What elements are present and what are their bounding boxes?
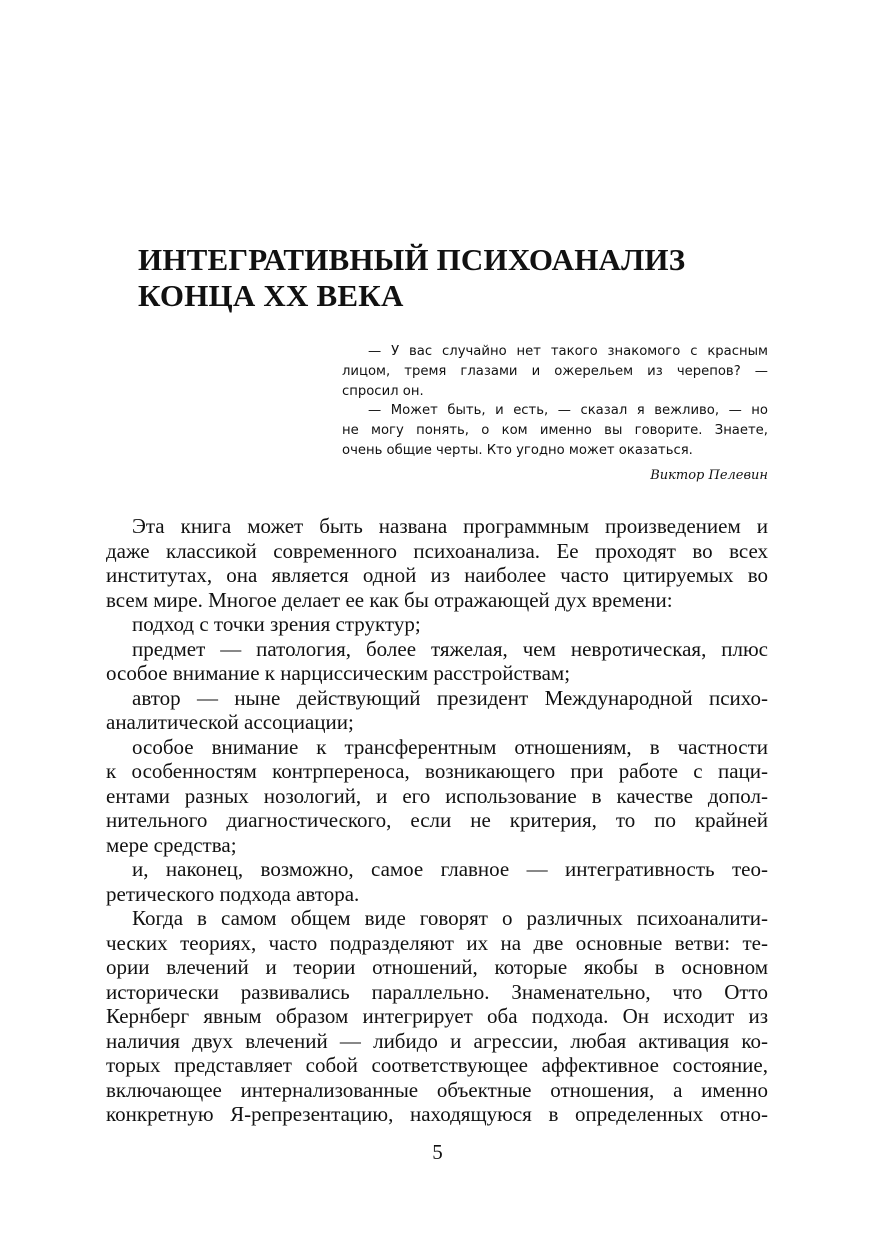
epigraph-author: Виктор Пелевин <box>650 467 768 483</box>
body-line: подход с точки зрения структур; <box>132 612 421 636</box>
body-line: всем мире. Многое делает ее как бы отражающей дух времени: <box>106 587 673 612</box>
epigraph-line: не могу понять, о ком именно вы говорите. Знаете, <box>342 423 768 439</box>
chapter-title <box>138 242 685 314</box>
epigraph <box>342 342 768 486</box>
body-line: наличия двух влечений — либидо и агрессии, любая активация ко- <box>106 1028 768 1053</box>
body-line: исторически развивались параллельно. Знаменательно, что Отто <box>106 979 768 1004</box>
body-line: особое внимание к нарциссическим расстройствам; <box>106 661 571 685</box>
body-line: к особенностям контрпереноса, возникающего при работе с паци- <box>106 759 768 783</box>
body-line: автор — ныне действующий президент Международной психо- <box>132 685 768 710</box>
body-line: Когда в самом общем виде говорят о различных психоаналити- <box>132 906 768 930</box>
body-line: особое внимание к трансферентным отношениям, в частности <box>132 734 768 759</box>
epigraph-line: лицом, тремя глазами и ожерельем из черепов? — <box>342 363 768 379</box>
body-line: аналитической ассоциации; <box>106 710 354 734</box>
body-line: ентами разных нозологий, и его использование в качестве допол- <box>106 783 768 808</box>
body-line: ческих теориях, часто подразделяют их на две основные ветви: те- <box>106 930 768 955</box>
body-line: предмет — патология, более тяжелая, чем невротическая, плюс <box>132 636 768 661</box>
epigraph-line: — Может быть, и есть, — сказал я вежливо, — но <box>368 403 768 419</box>
body-line: ретического подхода автора. <box>106 881 360 906</box>
body-line: и, наконец, возможно, самое главное — интегративность тео- <box>132 857 768 881</box>
body-line: конкретную Я-репрезентацию, находящуюся в определенных отно- <box>106 1102 768 1126</box>
body-line: даже классикой современного психоанализа. Ее проходят во всех <box>106 538 768 563</box>
body-line: торых представляет собой соответствующее аффективное состояние, <box>106 1053 768 1077</box>
body-line: нительного диагностического, если не критерия, то по крайней <box>106 808 768 832</box>
chapter-title-line: КОНЦА XX ВЕКА <box>138 278 404 313</box>
body-line: институтах, она является одной из наиболее часто цитируемых во <box>106 563 768 587</box>
body-line: включающее интернализованные объектные отношения, а именно <box>106 1077 768 1102</box>
body-line: Кернберг явным образом интегрирует оба подхода. Он исходит из <box>106 1004 768 1028</box>
epigraph-line: — У вас случайно нет такого знакомого с красным <box>368 344 768 359</box>
body-line: ории влечений и теории отношений, которые якобы в основном <box>106 955 768 979</box>
body-line: Эта книга может быть названа программным произведением и <box>132 514 768 538</box>
epigraph-line: спросил он. <box>342 383 424 399</box>
page-number: 5 <box>432 1140 443 1164</box>
body-text <box>106 514 768 1127</box>
chapter-title-line: ИНТЕГРАТИВНЫЙ ПСИХОАНАЛИЗ <box>138 242 686 277</box>
epigraph-line: очень общие черты. Кто угодно может оказаться. <box>342 442 693 458</box>
body-line: мере средства; <box>106 832 237 857</box>
